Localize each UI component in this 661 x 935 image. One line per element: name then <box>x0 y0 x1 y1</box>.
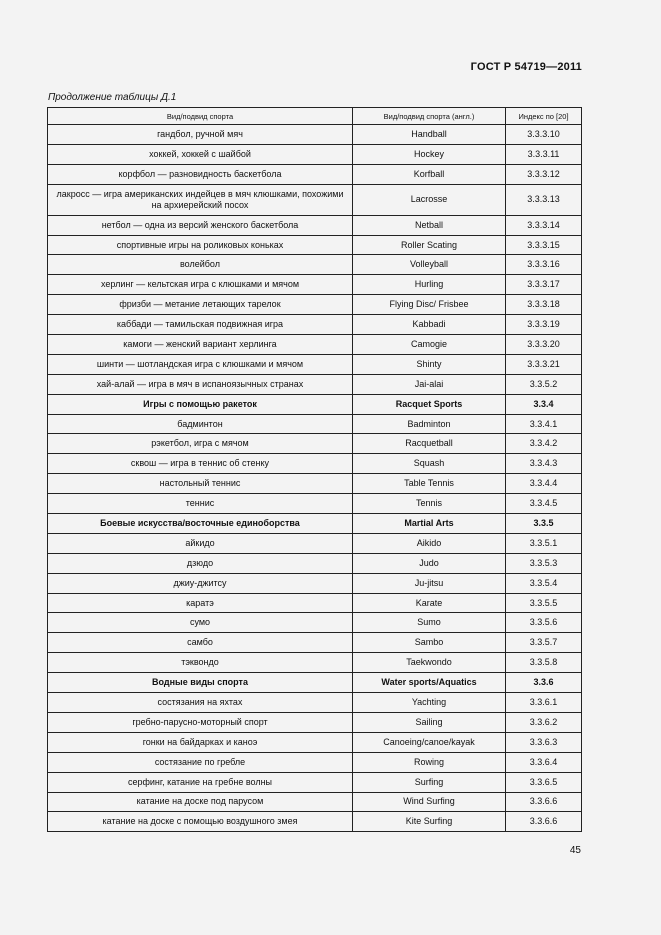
table-row <box>48 255 582 275</box>
table-section-row <box>48 394 582 414</box>
cell-sport-ru: гребно-парусно-моторный спорт <box>48 712 353 732</box>
cell-sport-ru: состязания на яхтах <box>48 693 353 713</box>
cell-sport-ru: сквош — игра в теннис об стенку <box>48 454 353 474</box>
cell-sport-en: Jai-alai <box>353 374 506 394</box>
cell-index: 3.3.3.15 <box>506 235 582 255</box>
cell-sport-ru: бадминтон <box>48 414 353 434</box>
table-row <box>48 633 582 653</box>
cell-index: 3.3.5.7 <box>506 633 582 653</box>
table-row <box>48 812 582 832</box>
cell-index: 3.3.6.4 <box>506 752 582 772</box>
cell-index: 3.3.4.5 <box>506 494 582 514</box>
table-row <box>48 474 582 494</box>
cell-sport-en: Netball <box>353 215 506 235</box>
cell-sport-ru: дзюдо <box>48 553 353 573</box>
cell-sport-en: Table Tennis <box>353 474 506 494</box>
cell-index: 3.3.4 <box>506 394 582 414</box>
cell-index: 3.3.3.20 <box>506 335 582 355</box>
cell-sport-ru: Водные виды спорта <box>48 673 353 693</box>
cell-sport-ru: Боевые искусства/восточные единоборства <box>48 514 353 534</box>
cell-sport-en: Roller Scating <box>353 235 506 255</box>
cell-sport-en: Volleyball <box>353 255 506 275</box>
cell-index: 3.3.5.1 <box>506 533 582 553</box>
cell-sport-en: Aikido <box>353 533 506 553</box>
cell-index: 3.3.5 <box>506 514 582 534</box>
cell-sport-en: Sumo <box>353 613 506 633</box>
table-row <box>48 732 582 752</box>
cell-sport-en: Camogie <box>353 335 506 355</box>
cell-index: 3.3.4.1 <box>506 414 582 434</box>
column-header-index: Индекс по [20] <box>506 108 582 125</box>
cell-sport-en: Racquetball <box>353 434 506 454</box>
cell-index: 3.3.5.8 <box>506 653 582 673</box>
cell-sport-ru: тэквондо <box>48 653 353 673</box>
cell-sport-en: Racquet Sports <box>353 394 506 414</box>
cell-index: 3.3.6.1 <box>506 693 582 713</box>
table-row <box>48 494 582 514</box>
table-row <box>48 374 582 394</box>
cell-sport-en: Yachting <box>353 693 506 713</box>
cell-index: 3.3.4.4 <box>506 474 582 494</box>
cell-index: 3.3.3.16 <box>506 255 582 275</box>
cell-index: 3.3.6.2 <box>506 712 582 732</box>
cell-sport-ru: гонки на байдарках и каноэ <box>48 732 353 752</box>
table-row <box>48 164 582 184</box>
cell-index: 3.3.5.6 <box>506 613 582 633</box>
cell-index: 3.3.5.2 <box>506 374 582 394</box>
cell-sport-ru: катание на доске под парусом <box>48 792 353 812</box>
table-row <box>48 295 582 315</box>
cell-sport-en: Ju-jitsu <box>353 573 506 593</box>
cell-sport-ru: нетбол — одна из версий женского баскетбола <box>48 215 353 235</box>
table-row <box>48 752 582 772</box>
cell-sport-ru: состязание по гребле <box>48 752 353 772</box>
cell-sport-ru: сумо <box>48 613 353 633</box>
cell-sport-ru: хоккей, хоккей с шайбой <box>48 144 353 164</box>
cell-sport-ru: рэкетбол, игра с мячом <box>48 434 353 454</box>
cell-sport-en: Sambo <box>353 633 506 653</box>
cell-index: 3.3.3.21 <box>506 354 582 374</box>
table-section-row <box>48 673 582 693</box>
cell-sport-en: Kite Surfing <box>353 812 506 832</box>
table-row <box>48 792 582 812</box>
cell-sport-en: Rowing <box>353 752 506 772</box>
table-row <box>48 144 582 164</box>
table-row <box>48 335 582 355</box>
cell-index: 3.3.4.3 <box>506 454 582 474</box>
cell-sport-en: Handball <box>353 125 506 145</box>
cell-sport-ru: каббади — тамильская подвижная игра <box>48 315 353 335</box>
column-header-sport-en: Вид/подвид спорта (англ.) <box>353 108 506 125</box>
document-number: ГОСТ Р 54719—2011 <box>470 61 582 73</box>
table-row <box>48 613 582 633</box>
cell-sport-en: Wind Surfing <box>353 792 506 812</box>
table-row <box>48 593 582 613</box>
cell-sport-ru: теннис <box>48 494 353 514</box>
cell-sport-en: Shinty <box>353 354 506 374</box>
cell-sport-ru: камоги — женский вариант херлинга <box>48 335 353 355</box>
cell-sport-en: Water sports/Aquatics <box>353 673 506 693</box>
table-row <box>48 354 582 374</box>
table-row <box>48 275 582 295</box>
cell-sport-ru: корфбол — разновидность баскетбола <box>48 164 353 184</box>
table-row <box>48 235 582 255</box>
table-row <box>48 414 582 434</box>
cell-sport-ru: каратэ <box>48 593 353 613</box>
table-row <box>48 653 582 673</box>
cell-sport-ru: спортивные игры на роликовых коньках <box>48 235 353 255</box>
table-body <box>48 125 582 832</box>
cell-index: 3.3.4.2 <box>506 434 582 454</box>
cell-sport-ru: айкидо <box>48 533 353 553</box>
table-row <box>48 553 582 573</box>
cell-sport-en: Kabbadi <box>353 315 506 335</box>
column-header-sport-ru: Вид/подвид спорта <box>48 108 353 125</box>
cell-sport-ru: лакросс — игра американских индейцев в мяч клюшками, похожими на архиерейский посох <box>48 184 353 215</box>
cell-sport-en: Lacrosse <box>353 184 506 215</box>
cell-sport-ru: хай-алай — игра в мяч в испаноязычных странах <box>48 374 353 394</box>
table-caption: Продолжение таблицы Д.1 <box>48 92 177 103</box>
cell-index: 3.3.5.4 <box>506 573 582 593</box>
table-row <box>48 693 582 713</box>
table-row <box>48 533 582 553</box>
cell-sport-en: Taekwondo <box>353 653 506 673</box>
cell-index: 3.3.3.11 <box>506 144 582 164</box>
cell-sport-ru: джиу-джитсу <box>48 573 353 593</box>
cell-sport-en: Squash <box>353 454 506 474</box>
table-row <box>48 573 582 593</box>
cell-sport-ru: серфинг, катание на гребне волны <box>48 772 353 792</box>
cell-sport-ru: самбо <box>48 633 353 653</box>
cell-index: 3.3.5.3 <box>506 553 582 573</box>
cell-sport-en: Hockey <box>353 144 506 164</box>
cell-index: 3.3.3.14 <box>506 215 582 235</box>
cell-index: 3.3.6.6 <box>506 792 582 812</box>
cell-sport-en: Canoeing/canoe/kayak <box>353 732 506 752</box>
cell-sport-en: Judo <box>353 553 506 573</box>
cell-index: 3.3.3.10 <box>506 125 582 145</box>
cell-index: 3.3.3.13 <box>506 184 582 215</box>
cell-sport-en: Martial Arts <box>353 514 506 534</box>
cell-sport-ru: волейбол <box>48 255 353 275</box>
cell-index: 3.3.6.3 <box>506 732 582 752</box>
page-number: 45 <box>569 845 581 856</box>
cell-sport-ru: херлинг — кельтская игра с клюшками и мячом <box>48 275 353 295</box>
table-row <box>48 434 582 454</box>
cell-sport-ru: фризби — метание летающих тарелок <box>48 295 353 315</box>
cell-sport-en: Badminton <box>353 414 506 434</box>
table-header-row <box>48 108 582 125</box>
cell-sport-en: Korfball <box>353 164 506 184</box>
cell-sport-ru: Игры с помощью ракеток <box>48 394 353 414</box>
cell-index: 3.3.5.5 <box>506 593 582 613</box>
table-row <box>48 125 582 145</box>
cell-index: 3.3.3.19 <box>506 315 582 335</box>
table-row <box>48 184 582 215</box>
cell-sport-en: Hurling <box>353 275 506 295</box>
table-row <box>48 454 582 474</box>
table-row <box>48 772 582 792</box>
cell-sport-en: Surfing <box>353 772 506 792</box>
cell-sport-en: Karate <box>353 593 506 613</box>
table-row <box>48 712 582 732</box>
cell-sport-ru: настольный теннис <box>48 474 353 494</box>
cell-sport-ru: шинти — шотландская игра с клюшками и мячом <box>48 354 353 374</box>
cell-index: 3.3.3.18 <box>506 295 582 315</box>
cell-sport-ru: катание на доске с помощью воздушного змея <box>48 812 353 832</box>
table-section-row <box>48 514 582 534</box>
cell-index: 3.3.6.5 <box>506 772 582 792</box>
cell-index: 3.3.6 <box>506 673 582 693</box>
cell-sport-en: Flying Disc/ Frisbee <box>353 295 506 315</box>
cell-index: 3.3.6.6 <box>506 812 582 832</box>
cell-index: 3.3.3.12 <box>506 164 582 184</box>
cell-index: 3.3.3.17 <box>506 275 582 295</box>
cell-sport-en: Sailing <box>353 712 506 732</box>
table-row <box>48 215 582 235</box>
cell-sport-ru: гандбол, ручной мяч <box>48 125 353 145</box>
table-row <box>48 315 582 335</box>
sports-table <box>47 107 582 832</box>
cell-sport-en: Tennis <box>353 494 506 514</box>
